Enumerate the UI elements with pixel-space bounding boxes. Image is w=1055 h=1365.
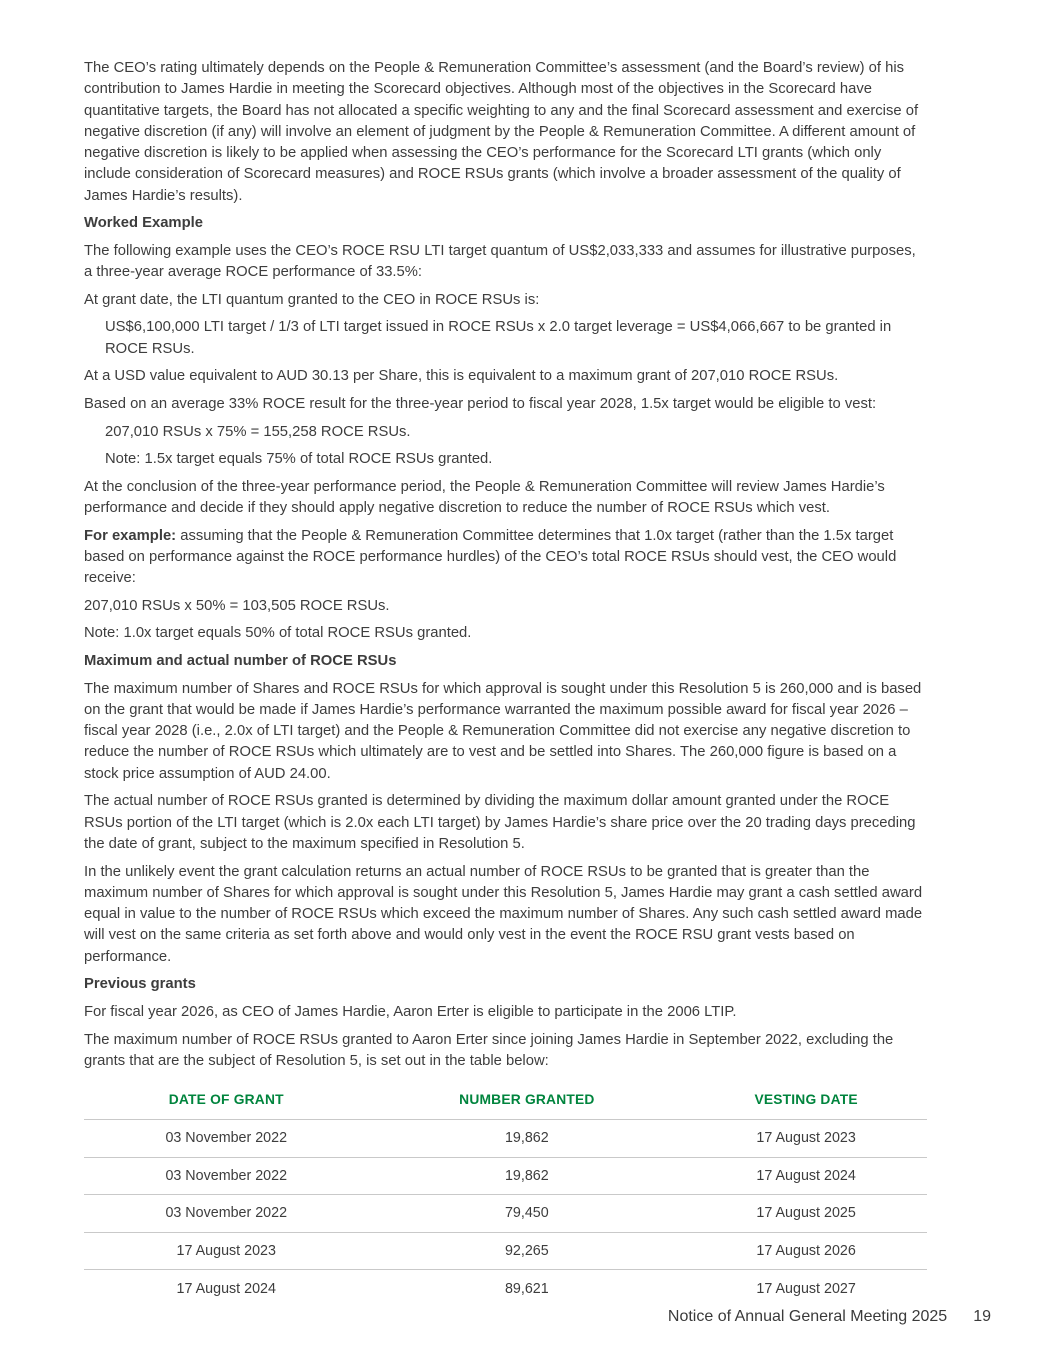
table-row — [84, 1195, 927, 1233]
paragraph-conclusion-review: At the conclusion of the three-year performance period, the People & Remuneration Committee will review James Hardie’s performance and decide if they should apply negative discretion to reduce the number of ROCE RSUs which vest. — [84, 478, 885, 517]
table-cell: 92,265 — [504, 1242, 549, 1259]
table-cell: 17 August 2024 — [176, 1280, 276, 1297]
for-example-text: assuming that the People & Remuneration Committee determines that 1.0x target (rather than the 1.5x target based on performance against the ROCE performance hurdles) of the CEO’s total ROCE RSUs should vest, the CEO would receive: — [84, 527, 897, 587]
previous-grants-heading: Previous grants — [84, 976, 196, 993]
footer-document-title: Notice of Annual General Meeting 2025 — [667, 1308, 948, 1325]
intro-paragraph: The CEO’s rating ultimately depends on the People & Remuneration Committee’s assessment (and the Board’s review) of his contribution to James Hardie in meeting the Scorecard objectives. Although most of the objectives in the Scorecard have quantitative targets, the Board has not allocated a specific weighting to any and the final Scorecard assessment and exercise of negative discretion (if any) will involve an element of judgment by the People & Remuneration Committee. A different amount of negative discretion is likely to be applied when assessing the CEO’s performance for the Scorecard LTI grants (which only include consideration of Scorecard measures) and ROCE RSUs grants (which involve a broader assessment of the quality of James Hardie’s results). — [84, 60, 919, 204]
table-cell: 17 August 2023 — [176, 1242, 276, 1259]
indented-vest-calculation: 207,010 RSUs x 75% = 155,258 ROCE RSUs. — [105, 423, 411, 440]
table-cell: 17 August 2023 — [756, 1130, 856, 1147]
table-cell: 19,862 — [504, 1130, 549, 1147]
table-cell: 03 November 2022 — [165, 1205, 288, 1222]
table-header-row — [84, 1086, 927, 1120]
previous-grants-table — [84, 1086, 927, 1307]
indented-note-15x: Note: 1.5x target equals 75% of total ROCE RSUs granted. — [105, 451, 493, 468]
table-cell: 17 August 2026 — [756, 1242, 856, 1259]
page-footer — [668, 1308, 991, 1326]
paragraph-note-10x: Note: 1.0x target equals 50% of total ROCE RSUs granted. — [84, 625, 472, 642]
table-cell: 03 November 2022 — [165, 1130, 288, 1147]
paragraph-grant-date: At grant date, the LTI quantum granted to the CEO in ROCE RSUs is: — [84, 291, 540, 308]
table-row — [84, 1157, 927, 1195]
page-content — [84, 58, 927, 1307]
paragraph-actual-number: The actual number of ROCE RSUs granted is determined by dividing the maximum dollar amount granted under the ROCE RSUs portion of the LTI target (which is 2.0x each LTI target) by James Hardie’s share price over the 20 trading days preceding the date of grant, subject to the maximum specified in Resolution 5. — [84, 793, 916, 852]
table-cell: 17 August 2025 — [756, 1205, 856, 1222]
table-cell: 17 August 2027 — [756, 1280, 856, 1297]
table-row — [84, 1232, 927, 1270]
paragraph-target-quantum: The following example uses the CEO’s ROCE RSU LTI target quantum of US$2,033,333 and assumes for illustrative purposes, a three-year average ROCE performance of 33.5%: — [84, 242, 916, 281]
table-cell: 89,621 — [504, 1280, 549, 1297]
paragraph-maximum-number: The maximum number of Shares and ROCE RSUs for which approval is sought under this Resolution 5 is 260,000 and is based on the grant that would be made if James Hardie’s performance warranted the maximum possible award for fiscal year 2026 – fiscal year 2028 (i.e., 2.0x of LTI target) and the People & Remuneration Committee did not exercise any negative discretion to reduce the number of ROCE RSUs which ultimately are to vest and be settled into Shares. The 260,000 figure is based on a stock price assumption of AUD 24.00. — [84, 680, 922, 782]
paragraph-usd-value: At a USD value equivalent to AUD 30.13 per Share, this is equivalent to a maximum grant of 207,010 ROCE RSUs. — [84, 368, 839, 385]
table-cell: 17 August 2024 — [756, 1167, 856, 1184]
paragraph-for-example — [84, 526, 927, 590]
paragraph-unlikely-event: In the unlikely event the grant calculation returns an actual number of ROCE RSUs to be granted that is greater than the maximum number of Shares for which approval is sought under this Resolution 5, James Hardie may grant a cash settled award equal in value to the number of ROCE RSUs which exceed the maximum number of Shares. Any such cash settled award made will vest on the same criteria as set forth above and would only vest in the event the ROCE RSU grant vests based on performance. — [84, 863, 923, 965]
paragraph-table-intro: The maximum number of ROCE RSUs granted to Aaron Erter since joining James Hardie in September 2022, excluding the grants that are the subject of Resolution 5, is set out in the table below: — [84, 1031, 894, 1069]
table-row — [84, 1270, 927, 1308]
paragraph-calc-50: 207,010 RSUs x 50% = 103,505 ROCE RSUs. — [84, 597, 390, 614]
table-cell: 03 November 2022 — [165, 1167, 288, 1184]
table-row — [84, 1120, 927, 1158]
footer-page-number: 19 — [973, 1308, 991, 1325]
previous-grants-table-header — [84, 1086, 927, 1120]
column-header-date-of-grant: DATE OF GRANT — [168, 1092, 284, 1108]
indented-grant-calculation: US$6,100,000 LTI target / 1/3 of LTI target issued in ROCE RSUs x 2.0 target leverage = US$4,066,667 to be granted in ROCE RSUs. — [105, 319, 892, 357]
column-header-vesting-date: VESTING DATE — [754, 1092, 858, 1108]
table-cell: 79,450 — [504, 1205, 549, 1222]
paragraph-based-on-roce: Based on an average 33% ROCE result for the three-year period to fiscal year 2028, 1.5x target would be eligible to vest: — [84, 395, 877, 412]
table-cell: 19,862 — [504, 1167, 549, 1184]
for-example-label: For example: — [84, 527, 177, 544]
column-header-number-granted: NUMBER GRANTED — [459, 1092, 595, 1108]
worked-example-heading: Worked Example — [84, 215, 203, 232]
max-actual-heading: Maximum and actual number of ROCE RSUs — [84, 652, 397, 669]
previous-grants-table-body — [84, 1120, 927, 1308]
paragraph-ltip-eligible: For fiscal year 2026, as CEO of James Hardie, Aaron Erter is eligible to participate in the 2006 LTIP. — [84, 1003, 737, 1020]
